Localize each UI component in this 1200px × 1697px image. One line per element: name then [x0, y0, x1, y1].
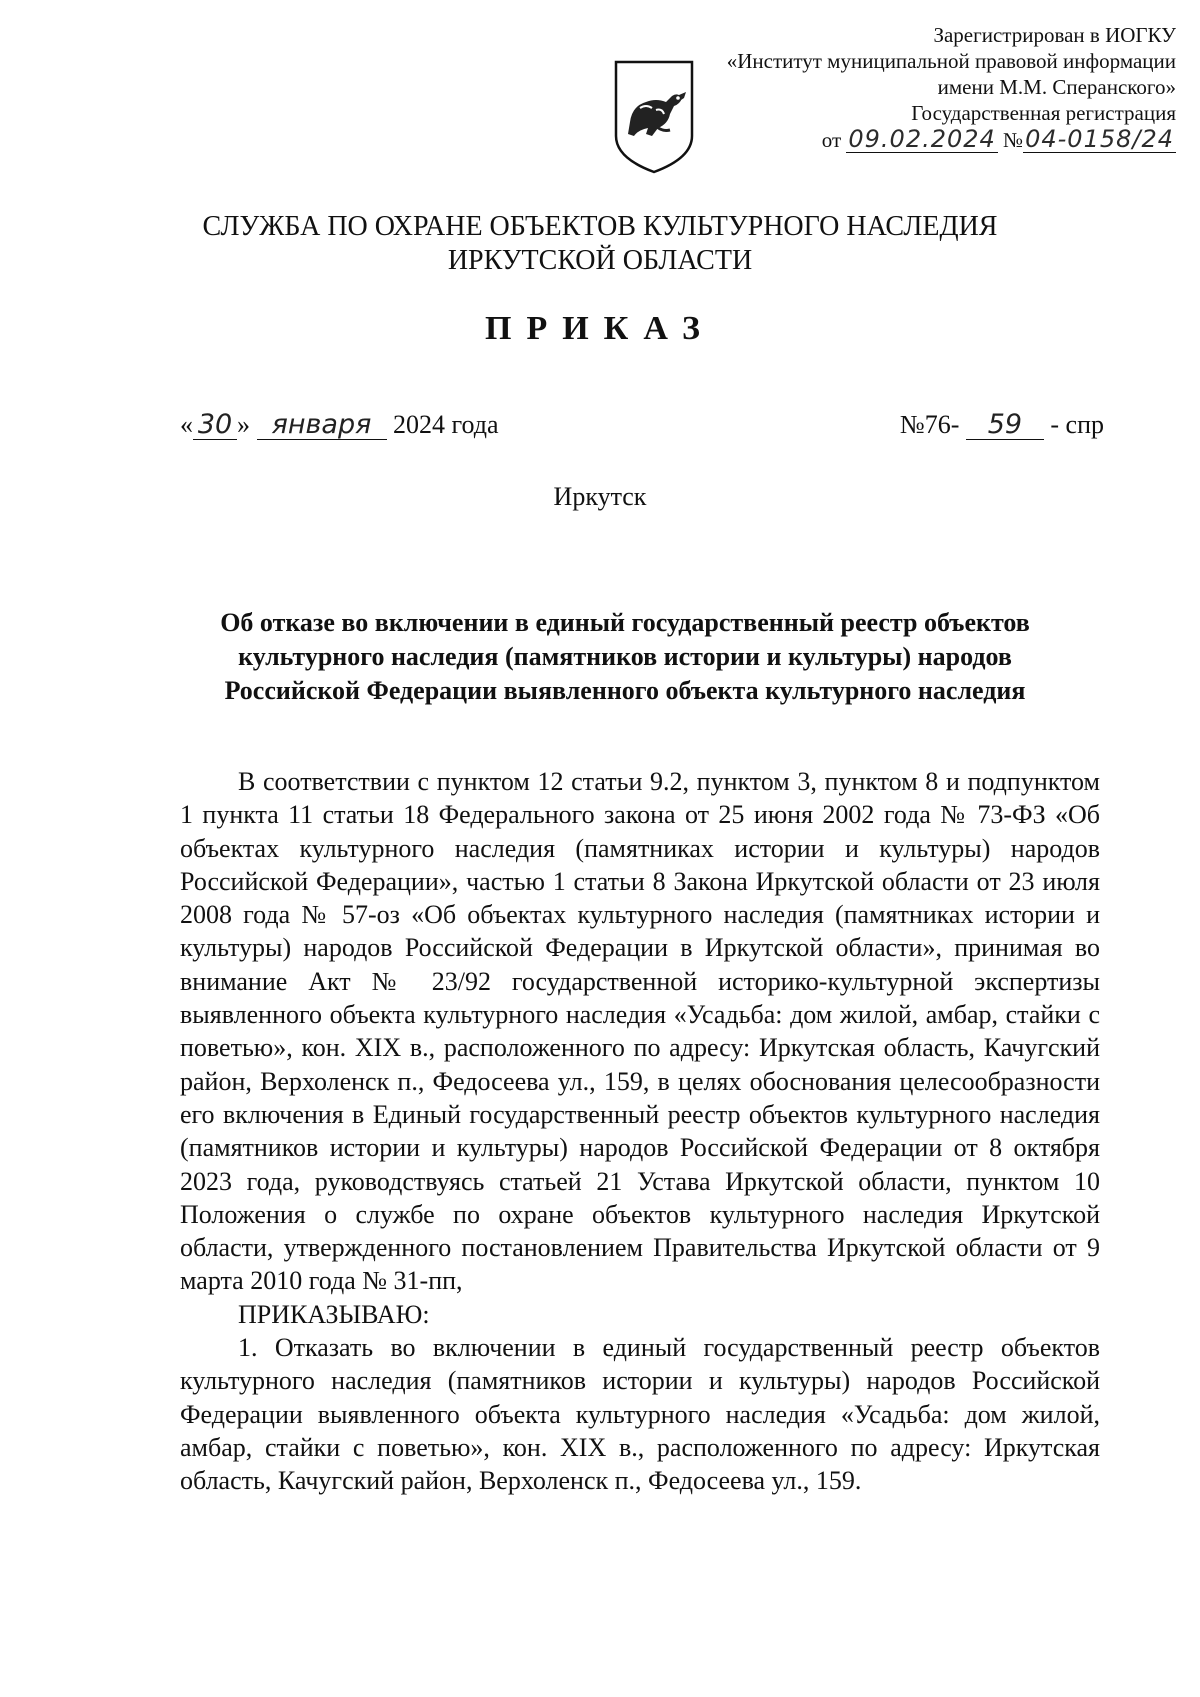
- date-close-quote: »: [237, 410, 250, 439]
- order-subject: [150, 606, 1100, 708]
- order-year: 2024 года: [393, 410, 499, 439]
- registration-date-number-line: [656, 126, 1176, 153]
- date-open-quote: «: [180, 410, 193, 439]
- order-body: [180, 765, 1100, 1498]
- order-date: [180, 410, 499, 440]
- preamble-paragraph: В соответствии с пунктом 12 статьи 9.2, пунктом 3, пунктом 8 и подпунктом 1 пункта 11 статьи 18 Федерального закона от 25 июня 2002 года № 73-ФЗ «Об объектах культурного наследия (памятниках истории и культуры) народов Российской Федерации», частью 1 статьи 8 Закона Иркутской области от 23 июля 2008 года № 57-оз «Об объектах культурного наследия (памятниках истории и культуры) народов Российской Федерации в Иркутской области», принимая во внимание Акт № 23/92 государственной историко-культурной экспертизы выявленного объекта культурного наследия «Усадьба: дом жилой, амбар, стайки с поветью», кон. XIX в., расположенного по адресу: Иркутская область, Качугский район, Верхоленск п., Федосеева ул., 159, в целях обоснования целесообразности его включения в Единый государственный реестр объектов культурного наследия (памятников истории и культуры) народов Российской Федерации от 8 октября 2023 года, руководствуясь статьей 21 Устава Иркутской области, пунктом 10 Положения о службе по охране объектов культурного наследия Иркутской области, утвержденного постановлением Правительства Иркутской области от 9 марта 2010 года № 31-пп,: [180, 767, 1100, 1296]
- registration-line-1: Зарегистрирован в ИОГКУ: [933, 23, 1176, 47]
- order-word: ПРИКАЗЫВАЮ:: [238, 1299, 430, 1329]
- order-number-suffix: - спр: [1050, 410, 1104, 439]
- registration-stamp: [656, 22, 1176, 153]
- subject-line-2: культурного наследия (памятников истории и культуры) народов: [238, 642, 1012, 671]
- registration-line-2: «Институт муниципальной правовой информации: [726, 49, 1176, 73]
- registration-date: 09.02.2024: [848, 125, 996, 153]
- order-number-prefix: №76-: [899, 410, 960, 439]
- registration-line-3: имени М.М. Сперанского»: [937, 75, 1176, 99]
- order-number: [900, 410, 1104, 440]
- irkutsk-coat-of-arms-icon: [612, 58, 696, 176]
- document-type-title: ПРИКАЗ: [485, 310, 715, 347]
- registration-number-label: №: [1003, 128, 1024, 152]
- registration-number: 04-0158/24: [1025, 125, 1174, 153]
- organization-line-2: ИРКУТСКОЙ ОБЛАСТИ: [447, 245, 753, 276]
- subject-line-1: Об отказе во включении в единый государственный реестр объектов: [220, 608, 1030, 637]
- registration-line-4: Государственная регистрация: [911, 101, 1176, 125]
- city: Иркутск: [553, 482, 647, 511]
- order-number-handwritten: 59: [966, 411, 1044, 440]
- order-month: января: [257, 411, 387, 440]
- organization-line-1: СЛУЖБА ПО ОХРАНЕ ОБЪЕКТОВ КУЛЬТУРНОГО НАСЛЕДИЯ: [202, 211, 998, 242]
- order-item-1: 1. Отказать во включении в единый государственный реестр объектов культурного наследия (памятников истории и культуры) народов Российской Федерации выявленного объекта культурного наследия «Усадьба: дом жилой, амбар, стайки с поветью», кон. XIX в., расположенного по адресу: Иркутская область, Качугский район, Верхоленск п., Федосеева ул., 159.: [180, 1333, 1100, 1496]
- subject-line-3: Российской Федерации выявленного объекта культурного наследия: [224, 676, 1026, 705]
- order-day: 30: [193, 411, 237, 440]
- organization-name: [0, 210, 1200, 278]
- registration-from-label: от: [821, 128, 842, 152]
- date-number-line: [180, 410, 1104, 450]
